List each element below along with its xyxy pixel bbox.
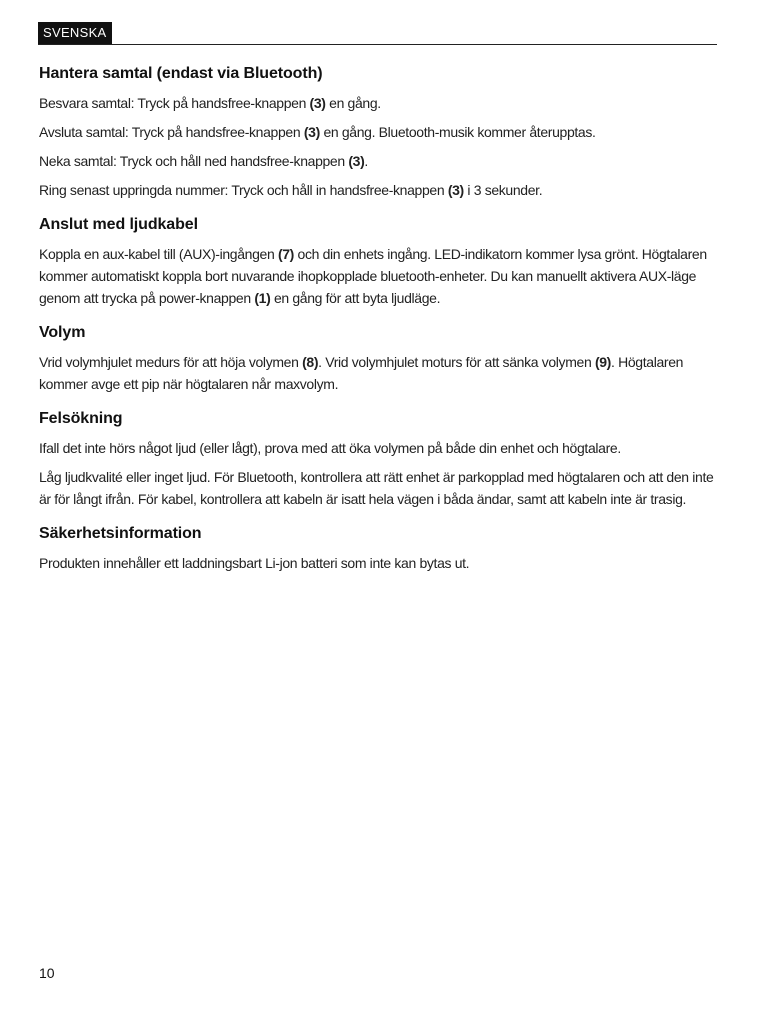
button-ref: (9): [594, 354, 611, 370]
section-title: Felsökning: [39, 410, 123, 427]
section-title: Anslut med ljudkabel: [39, 216, 198, 233]
section-volume: [39, 322, 719, 395]
section-title: Volym: [39, 324, 86, 341]
button-ref: (3): [309, 95, 326, 111]
answer-call-instruction: Besvara samtal: Tryck på handsfree-knappen (3) en gång.: [39, 95, 381, 111]
page-header: [38, 22, 717, 45]
section-safety: [39, 523, 719, 574]
audio-cable-instruction: Koppla en aux-kabel till (AUX)-ingången (7) och din enhets ingång. LED-indikatorn kommer lysa grönt. Högtalaren kommer automatiskt koppla bort nuvarande ihopkopplade bluetooth-enheter. Du kan manuellt aktivera AUX-läge genom att trycka på power-knappen (1) en gång för att byta ljudläge.: [39, 246, 707, 306]
no-sound-tip: Ifall det inte hörs något ljud (eller lågt), prova med att öka volymen på både din enhet och högtalare.: [39, 440, 621, 456]
button-ref: (3): [348, 153, 365, 169]
volume-instruction: Vrid volymhjulet medurs för att höja volymen (8). Vrid volymhjulet moturs för att sänka volymen (9). Högtalaren kommer avge ett pip när högtalaren når maxvolym.: [39, 354, 684, 392]
manual-content: [39, 63, 719, 587]
button-ref: (3): [447, 182, 464, 198]
button-ref: (1): [254, 290, 271, 306]
section-title: Säkerhetsinformation: [39, 525, 202, 542]
section-title: Hantera samtal (endast via Bluetooth): [39, 65, 323, 82]
redial-instruction: Ring senast uppringda nummer: Tryck och håll in handsfree-knappen (3) i 3 sekunder.: [39, 182, 543, 198]
button-ref: (8): [302, 354, 319, 370]
button-ref: (3): [303, 124, 320, 140]
low-quality-tip: Låg ljudkvalité eller inget ljud. För Bluetooth, kontrollera att rätt enhet är parkopplad med högtalaren och att den inte är för långt ifrån. För kabel, kontrollera att kabeln är isatt hela vägen i båda ändar, samt att kabeln inte är trasig.: [39, 469, 714, 507]
button-ref: (7): [277, 246, 294, 262]
end-call-instruction: Avsluta samtal: Tryck på handsfree-knappen (3) en gång. Bluetooth-musik kommer återupptas.: [39, 124, 596, 140]
section-audio-cable: [39, 214, 719, 309]
language-tag: SVENSKA: [38, 22, 112, 44]
page-number: 10: [39, 965, 55, 981]
section-troubleshooting: [39, 408, 719, 510]
reject-call-instruction: Neka samtal: Tryck och håll ned handsfree-knappen (3).: [39, 153, 368, 169]
section-call-handling: [39, 63, 719, 201]
battery-info: Produkten innehåller ett laddningsbart Li-jon batteri som inte kan bytas ut.: [39, 555, 470, 571]
